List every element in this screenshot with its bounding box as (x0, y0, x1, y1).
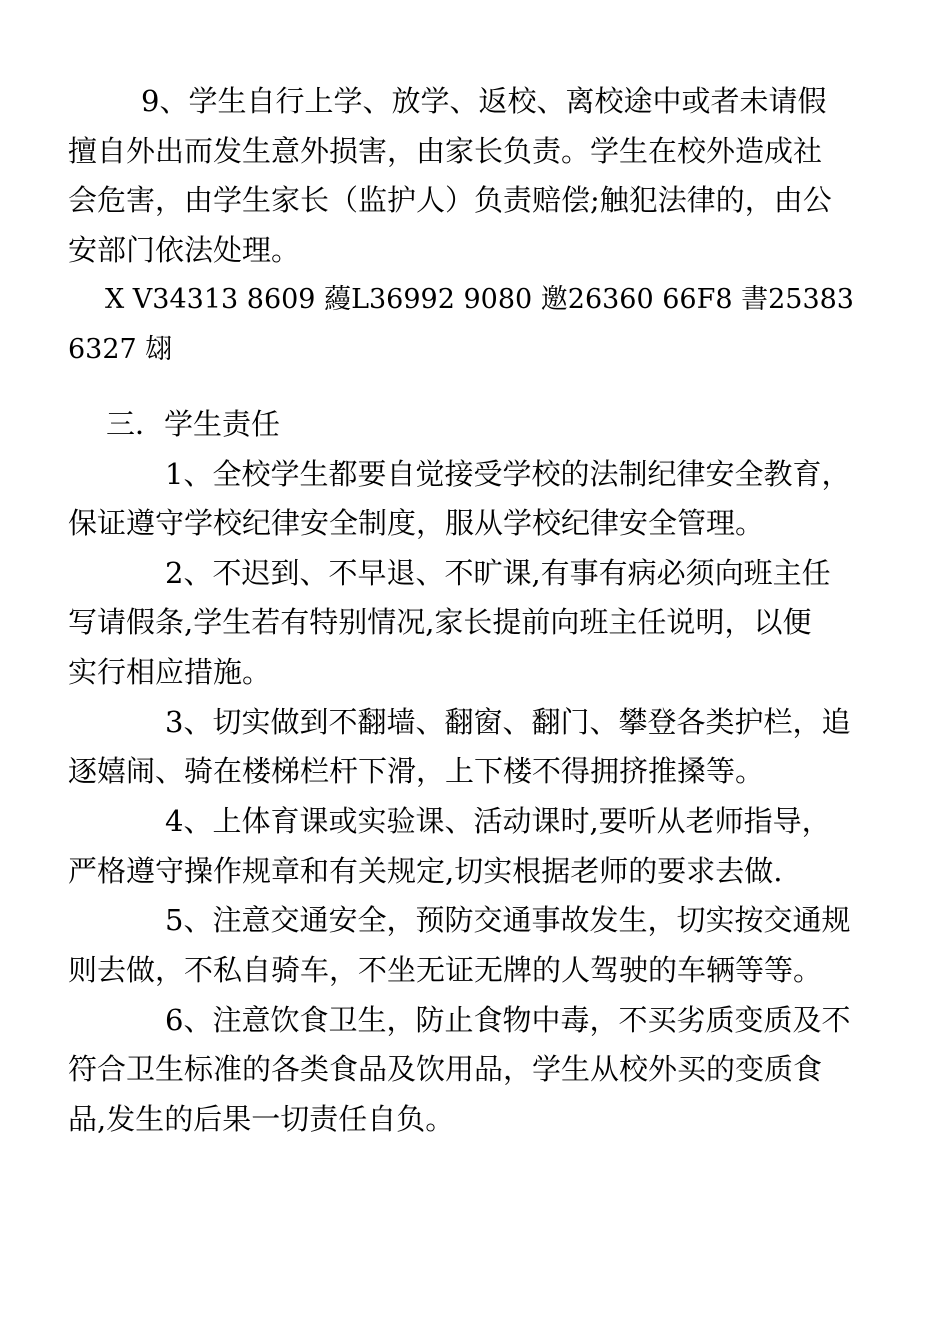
paragraph-line: 逐嬉闹、骑在楼梯栏杆下滑，上下楼不得拥挤推搡等。 (68, 754, 765, 788)
paragraph-line: 2、不迟到、不早退、不旷课,有事有病必须向班主任 (165, 556, 831, 590)
paragraph-line: 严格遵守操作规章和有关规定,切实根据老师的要求去做. (68, 854, 783, 888)
paragraph-line: 写请假条,学生若有特别情况,家长提前向班主任说明，以便 (68, 605, 812, 639)
paragraph-line: 6、注意饮食卫生，防止食物中毒，不买劣质变质及不 (165, 1003, 851, 1037)
paragraph-line: 品,发生的后果一切责任自负。 (68, 1102, 455, 1136)
code-text-line: 6327 翃 (68, 334, 173, 365)
paragraph-line: 擅自外出而发生意外损害，由家长负责。学生在校外造成社 (68, 134, 823, 168)
paragraph-line: 5、注意交通安全，预防交通事故发生，切实按交通规 (165, 903, 851, 937)
section-heading: 三．学生责任 (106, 407, 281, 441)
paragraph-line: 3、切实做到不翻墙、翻窗、翻门、攀登各类护栏，追 (165, 705, 851, 739)
code-text-line: X V34313 8609 蘰L36992 9080 邀26360 66F8 書25383 (105, 284, 854, 315)
paragraph-line: 保证遵守学校纪律安全制度，服从学校纪律安全管理。 (68, 506, 765, 540)
paragraph-line: 安部门依法处理。 (68, 233, 301, 267)
paragraph-line: 9、学生自行上学、放学、返校、离校途中或者未请假 (141, 84, 827, 118)
paragraph-line: 实行相应措施。 (68, 655, 272, 689)
paragraph-line: 4、上体育课或实验课、活动课时,要听从老师指导， (165, 804, 831, 838)
paragraph-line: 符合卫生标准的各类食品及饮用品，学生从校外买的变质食 (68, 1052, 823, 1086)
paragraph-line: 则去做，不私自骑车，不坐无证无牌的人驾驶的车辆等等。 (68, 953, 823, 987)
paragraph-line: 1、全校学生都要自觉接受学校的法制纪律安全教育， (165, 457, 851, 491)
paragraph-line: 会危害，由学生家长（监护人）负责赔偿;触犯法律的，由公 (68, 183, 832, 217)
